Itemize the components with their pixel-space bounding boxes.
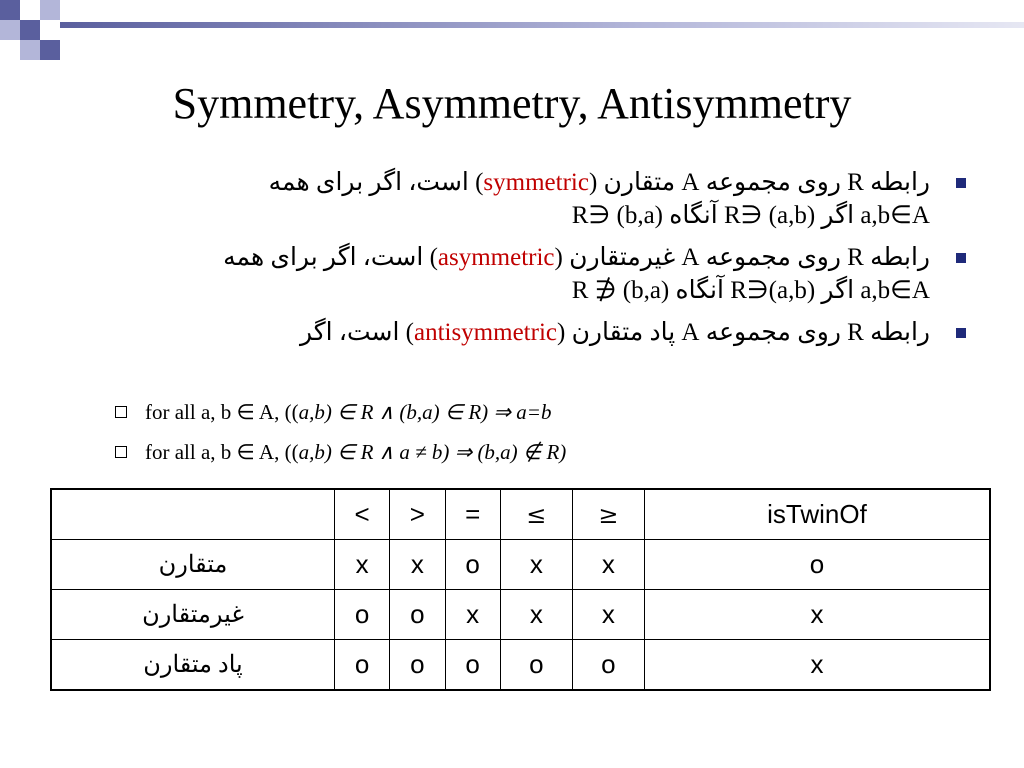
bullet-text: رابطه R روی مجموعه A متقارن (	[588, 169, 930, 196]
table-cell: x	[335, 540, 390, 590]
table-cell: x	[500, 540, 572, 590]
sub-bullet-formula: a,b) ∈ R ∧ a ≠ b) ⇒ (b,a) ∉ R)	[298, 440, 567, 464]
row-label: متقارن	[51, 540, 335, 590]
deco-square	[0, 0, 20, 20]
bullet-line	[60, 166, 930, 199]
deco-square	[20, 20, 40, 40]
table-cell: x	[500, 589, 572, 639]
slide-title: Symmetry, Asymmetry, Antisymmetry	[172, 79, 852, 128]
deco-square	[0, 20, 20, 40]
table-cell: o	[390, 639, 445, 690]
row-label: پاد متقارن	[51, 639, 335, 690]
bullet-keyword: antisymmetric	[413, 319, 557, 346]
table-cell: o	[500, 639, 572, 690]
table-cell: x	[572, 589, 644, 639]
table-cell: o	[445, 639, 500, 690]
sub-bullet-list	[115, 398, 975, 478]
bullet-text: رابطه R روی مجموعه A غیرمتقارن (	[554, 244, 930, 271]
sub-bullet	[115, 438, 975, 478]
relation-table	[50, 488, 991, 691]
sub-bullet-formula: a,b) ∈ R ∧ (b,a) ∈ R) ⇒ a=b	[298, 400, 552, 424]
deco-square	[0, 40, 20, 60]
bullet-text: ) است، اگر	[299, 319, 414, 346]
table-header-cell: ≤	[500, 489, 572, 540]
square-bullet-icon	[956, 328, 966, 338]
table-cell: x	[445, 589, 500, 639]
table-cell: o	[390, 589, 445, 639]
bullet-keyword: asymmetric	[437, 244, 555, 271]
deco-square	[40, 0, 60, 20]
table-cell: x	[644, 589, 990, 639]
bullet-text: ) است، اگر برای همه	[223, 244, 438, 271]
bullet-text: رابطه R روی مجموعه A پاد متقارن (	[557, 319, 930, 346]
table-header-cell: =	[445, 489, 500, 540]
sub-bullet-prefix: for all a, b ∈ A, ((	[145, 400, 299, 424]
bullet-keyword: symmetric	[483, 169, 589, 196]
square-bullet-icon	[956, 178, 966, 188]
table-row	[51, 639, 990, 690]
bullet-asymmetric	[60, 241, 970, 307]
table-header-cell: ≥	[572, 489, 644, 540]
hollow-square-icon	[115, 406, 127, 418]
header-rule	[60, 22, 1024, 28]
table-cell: o	[644, 540, 990, 590]
table-header-cell: isTwinOf	[644, 489, 990, 540]
table-header-cell	[51, 489, 335, 540]
deco-square	[40, 40, 60, 60]
bullet-text: ) است، اگر برای همه	[268, 169, 484, 196]
bullet-symmetric	[60, 166, 970, 232]
bullet-line	[60, 241, 930, 274]
sub-bullet	[115, 398, 975, 438]
table-header-cell: >	[390, 489, 445, 540]
table-cell: x	[390, 540, 445, 590]
table-header-row	[51, 489, 990, 540]
bullet-antisymmetric	[60, 316, 970, 349]
hollow-square-icon	[115, 446, 127, 458]
table-cell: x	[572, 540, 644, 590]
sub-bullet-prefix: for all a, b ∈ A, ((	[145, 440, 299, 464]
table-header-cell: <	[335, 489, 390, 540]
table-cell: x	[644, 639, 990, 690]
bullet-line-2: a,b∈A اگر (a,b)∈R آنگاه (b,a) ∉ R	[571, 277, 930, 304]
table-cell: o	[335, 589, 390, 639]
table-cell: o	[572, 639, 644, 690]
bullet-line-2: a,b∈A اگر (a,b) ∈R آنگاه (b,a) ∈R	[571, 202, 930, 229]
deco-square	[20, 40, 40, 60]
table-cell: o	[445, 540, 500, 590]
bullet-list	[60, 166, 970, 358]
square-bullet-icon	[956, 253, 966, 263]
table-cell: o	[335, 639, 390, 690]
table-row	[51, 540, 990, 590]
row-label: غیرمتقارن	[51, 589, 335, 639]
deco-square	[20, 0, 40, 20]
table-row	[51, 589, 990, 639]
bullet-line	[60, 316, 930, 349]
